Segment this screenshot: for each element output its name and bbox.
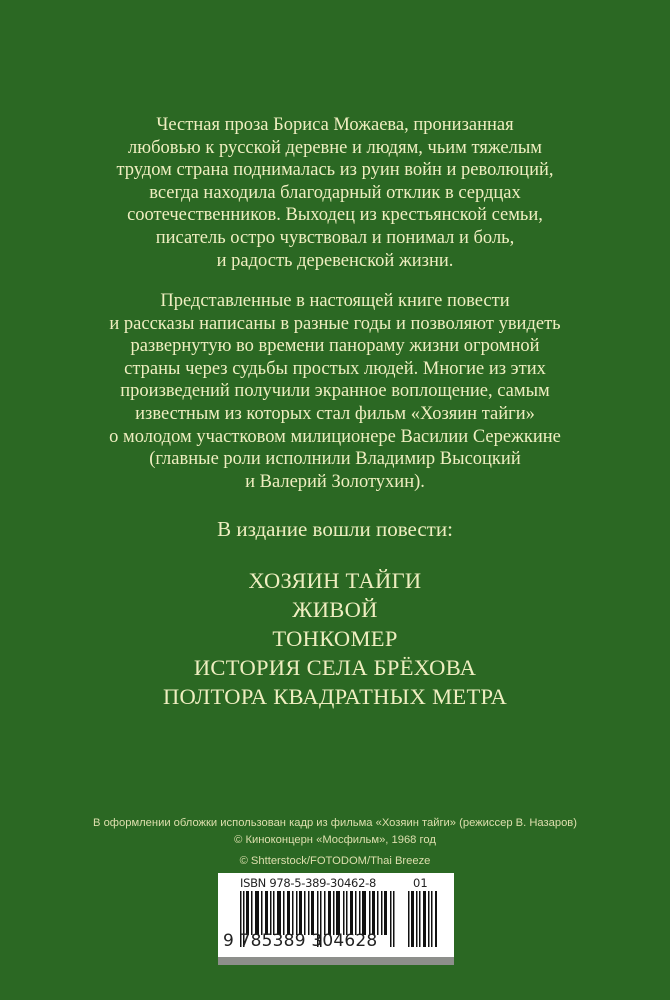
image-credits [0,815,670,870]
contents-intro: В издание вошли повести: [217,517,453,541]
credit-line-photo: © Shtterstock/FOTODOM/Thai Breeze [239,855,431,867]
text-line: всегда находила благодарный отклик в сердцах [149,182,521,203]
isbn-barcode [218,873,454,965]
contents-title: ЖИВОЙ [292,597,378,622]
text-line: соотечественников. Выходец из крестьянской семьи, [127,205,543,226]
contents-title: ИСТОРИЯ СЕЛА БРЁХОВА [193,655,477,680]
text-line: и Валерий Золотухин). [245,471,425,492]
credit-line-studio: © Киноконцерн «Мосфильм», 1968 год [234,834,436,846]
annotation-paragraph-1 [0,114,670,272]
text-line: страны через судьбы простых людей. Многие из этих [124,358,546,379]
contents-list [0,566,670,711]
text-line: Представленные в настоящей книге повести [160,291,510,311]
text-line: Честная проза Бориса Можаева, пронизанная [156,115,514,135]
text-line: известным из которых стал фильм «Хозяин тайги» [135,403,535,424]
contents-title: ТОНКОМЕР [272,626,398,651]
text-line: о молодом участковом милиционере Василии Сережкине [109,426,561,447]
text-line: и радость деревенской жизни. [216,250,454,271]
barcode-shadow-strip [218,957,454,965]
barcode-digits: 9 785389 304628 [223,931,378,951]
text-line: и рассказы написаны в разные годы и позволяют увидеть [109,313,561,334]
text-line: писатель остро чувствовал и понимал и боль, [155,227,515,248]
text-line: любовью к русской деревне и людям, чьим тяжелым [128,137,542,158]
annotation-paragraph-2 [0,290,670,493]
text-line: произведений получили экранное воплощение, самым [120,381,550,402]
contents-title: ХОЗЯИН ТАЙГИ [248,568,422,593]
contents-title: ПОЛТОРА КВАДРАТНЫХ МЕТРА [162,684,507,709]
isbn-label: ISBN 978-5-389-30462-8 [240,876,376,890]
text-line: трудом страна поднималась из руин войн и революций, [116,160,554,181]
text-line: (главные роли исполнили Владимир Высоцкий [149,449,521,470]
barcode-addon-label: 01 [413,876,428,890]
credit-line-film: В оформлении обложки использован кадр из фильма «Хозяин тайги» (режиссер В. Назаров) [93,817,577,829]
text-line: развернутую во времени панораму жизни огромной [130,336,540,357]
